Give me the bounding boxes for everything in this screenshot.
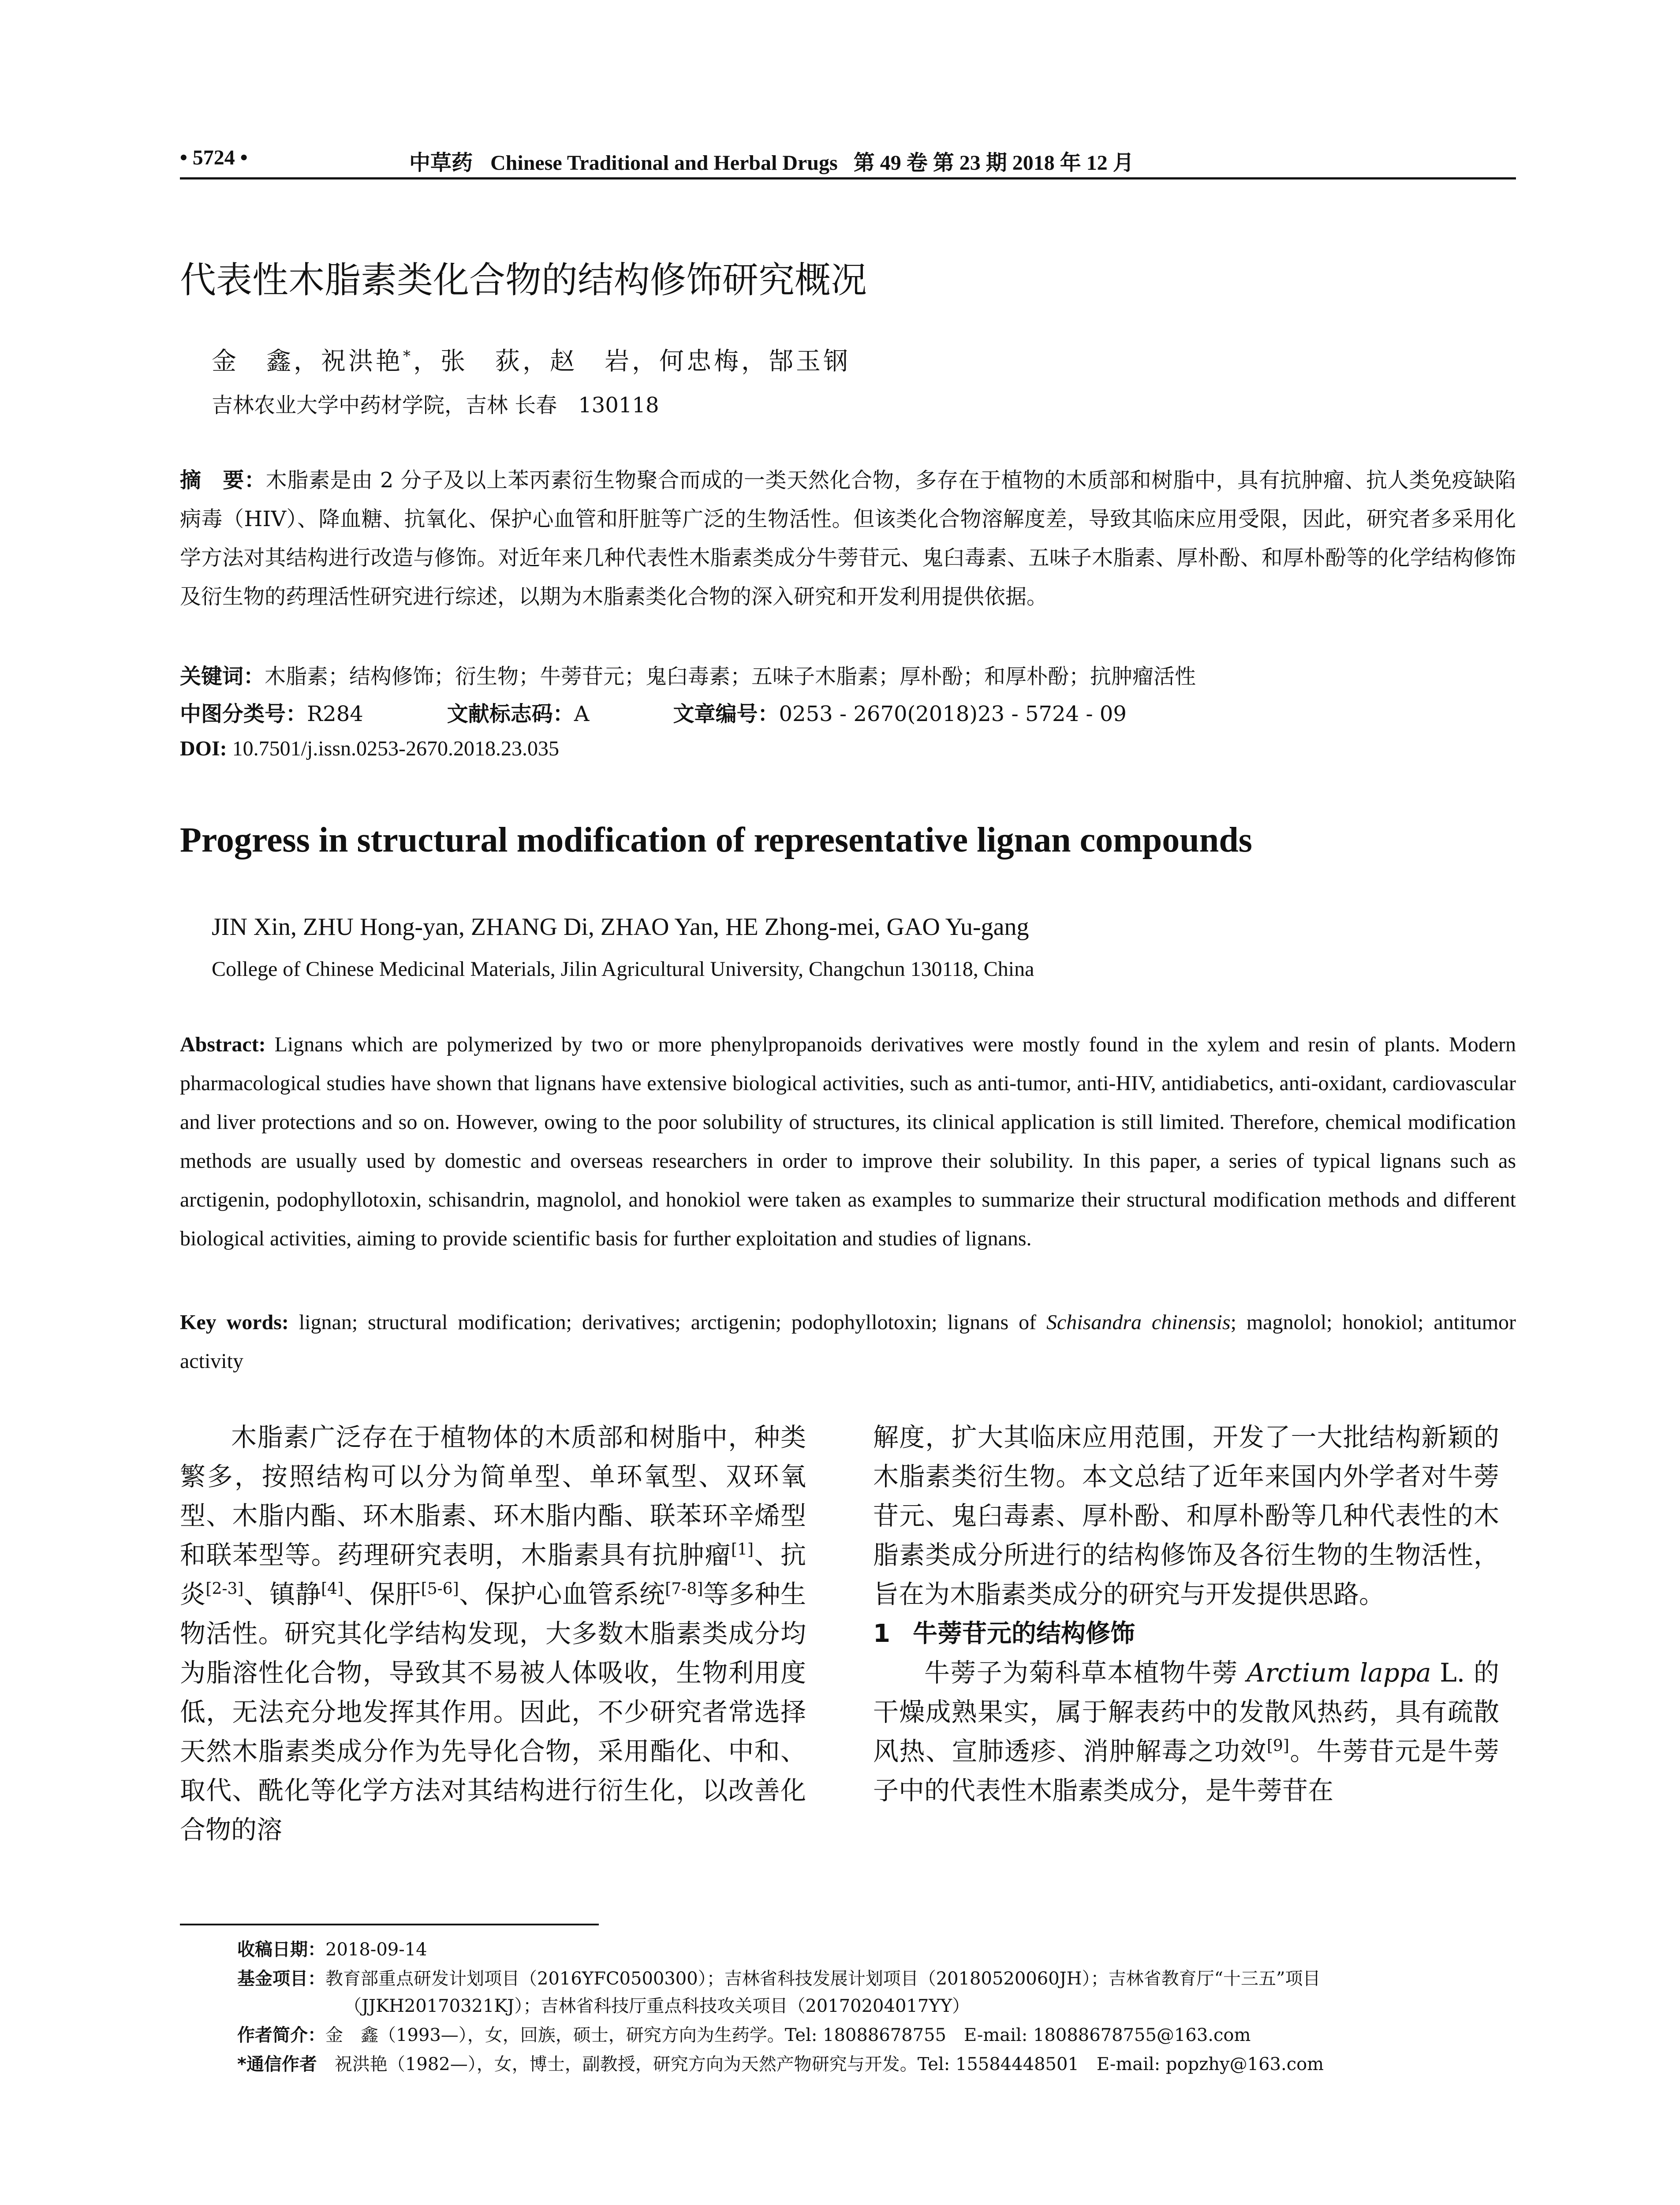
footnote-fund: 基金项目：教育部重点研发计划项目（2016YFC0500300）；吉林省科技发展计划项目（20180520060JH）；吉林省教育厅“十三五”项目 <box>237 1969 1321 1989</box>
journal-name-cn: 中草药 <box>409 150 473 175</box>
affiliation-en: College of Chinese Medicinal Materials, Jilin Agricultural University, Changchun 130118, China <box>212 957 1034 981</box>
doi-value: 10.7501/j.issn.0253-2670.2018.23.035 <box>232 737 560 760</box>
footnote-corresponding: *通信作者 祝洪艳（1982—），女，博士，副教授，研究方向为天然产物研究与开发。Tel: 15584448501 E-mail: popzhy@163.com <box>237 2054 1324 2074</box>
corresponding-mark: * <box>403 347 413 365</box>
article-number: 0253 - 2670(2018)23 - 5724 - 09 <box>779 702 1127 726</box>
citation[interactable]: [1] <box>731 1540 754 1559</box>
affiliation-cn: 吉林农业大学中药材学院，吉林 长春 130118 <box>212 393 659 418</box>
journal-name-en: Chinese Traditional and Herbal Drugs <box>490 151 838 175</box>
journal-issue: 第 49 卷 第 23 期 2018 年 12 月 <box>853 151 1134 175</box>
class-number: R284 <box>307 702 363 726</box>
keywords-cn-label: 关键词： <box>180 664 265 689</box>
abstract-en: Abstract: Lignans which are polymerized by two or more phenylpropanoids derivatives were mostly found in the xylem and resin of plants. Modern pharmacological studies have shown that lignans have extensive biological activities, such as anti-tumor, anti-HIV, antidiabetics, anti-oxidant, cardiovascular and liver protections and so on. However, owing to the poor solubility of structures, its clinical application is still limited. Therefore, chemical modification methods are usually used by domestic and overseas researchers in order to improve their solubility. In this paper, a series of typical lignans such as arctigenin, podophyllotoxin, schisandrin, magnolol, and honokiol were taken as examples to summarize their structural modification methods and different biological activities, aiming to provide scientific basis for further exploitation and studies of lignans. <box>180 1033 1516 1250</box>
authors-cn: 金 鑫，祝洪艳*，张 荻，赵 岩，何忠梅，郜玉钢 <box>212 347 851 376</box>
body-column-right <box>873 1418 1499 1810</box>
species-name: Arctium lappa <box>1247 1658 1431 1688</box>
keywords-en-label: Key words: <box>180 1311 289 1334</box>
classification-line: 中图分类号：R284 文献标志码：A 文章编号：0253 - 2670(2018)23 - 5724 - 09 <box>180 702 1127 726</box>
footnote-author: 作者简介：金 鑫（1993—），女，回族，硕士，研究方向为生药学。Tel: 18088678755 E-mail: 18088678755@163.com <box>237 2025 1251 2045</box>
citation[interactable]: [5-6] <box>421 1580 459 1598</box>
citation[interactable]: [2-3] <box>205 1580 244 1598</box>
body-paragraph: 解度，扩大其临床应用范围，开发了一大批结构新颖的木脂素类衍生物。本文总结了近年来国内外学者对牛蒡苷元、鬼臼毒素、厚朴酚、和厚朴酚等几种代表性的木脂素类成分所进行的结构修饰及各衍生物的生物活性，旨在为木脂素类成分的研究与开发提供思路。 <box>873 1422 1499 1609</box>
body-column-left <box>180 1418 806 1850</box>
body-paragraph: 木脂素广泛存在于植物体的木质部和树脂中，种类繁多，按照结构可以分为简单型、单环氧型、双环氧型、木脂内酯、环木脂素、环木脂内酯、联苯环辛烯型和联苯型等。药理研究表明，木脂素具有抗肿瘤[1]、抗炎[2-3]、镇静[4]、保肝[5-6]、保护心血管系统[7-8]等多种生物活性。研究其化学结构发现，大多数木脂素类成分均为脂溶性化合物，导致其不易被人体吸收，生物利用度低，无法充分地发挥其作用。因此，不少研究者常选择天然木脂素类成分作为先导化合物，采用酯化、中和、取代、酰化等化学方法对其结构进行衍生化，以改善化合物的溶 <box>180 1422 806 1845</box>
keywords-en: Key words: lignan; structural modification; derivatives; arctigenin; podophyllotoxin; lignans of Schisandra chinensis; magnolol; honokiol; antitumor activity <box>180 1311 1516 1373</box>
footnote-fund-cont: （JJKH20170321KJ）；吉林省科技厅重点科技攻关项目（20170204017YY） <box>344 1996 970 2016</box>
running-header <box>180 140 1516 179</box>
page-number: • 5724 • <box>180 146 248 169</box>
citation[interactable]: [9] <box>1266 1737 1289 1755</box>
authors-en: JIN Xin, ZHU Hong-yan, ZHANG Di, ZHAO Yan, HE Zhong-mei, GAO Yu-gang <box>212 913 1029 941</box>
abstract-cn: 摘 要：木脂素是由 2 分子及以上苯丙素衍生物聚合而成的一类天然化合物，多存在于植物的木质部和树脂中，具有抗肿瘤、抗人类免疫缺陷病毒（HIV）、降血糖、抗氧化、保护心血管和肝脏等广泛的生物活性。但该类化合物溶解度差，导致其临床应用受限，因此，研究者多采用化学方法对其结构进行改造与修饰。对近年来几种代表性木脂素类成分牛蒡苷元、鬼臼毒素、五味子木脂素、厚朴酚、和厚朴酚等的化学结构修饰及衍生物的药理活性研究进行综述，以期为木脂素类化合物的深入研究和开发利用提供依据。 <box>180 468 1516 609</box>
doc-code: A <box>574 702 590 726</box>
citation[interactable]: [7-8] <box>665 1580 703 1598</box>
journal-line <box>409 146 1134 176</box>
abstract-cn-label: 摘 要： <box>180 468 266 493</box>
footnote-divider <box>180 1924 599 1925</box>
citation[interactable]: [4] <box>321 1580 344 1598</box>
title-en: Progress in structural modification of representative lignan compounds <box>180 821 1252 860</box>
section-heading: 1 牛蒡苷元的结构修饰 <box>873 1619 1135 1648</box>
body-paragraph: 牛蒡子为菊科草本植物牛蒡 Arctium lappa L. 的干燥成熟果实，属于解表药中的发散风热药，具有疏散风热、宣肺透疹、消肿解毒之功效[9]。牛蒡苷元是牛蒡子中的代表性木脂素类成分，是牛蒡苷在 <box>873 1658 1499 1805</box>
title-cn: 代表性木脂素类化合物的结构修饰研究概况 <box>180 259 867 301</box>
abstract-en-label: Abstract: <box>180 1033 266 1056</box>
doi-line: DOI: 10.7501/j.issn.0253-2670.2018.23.035 <box>180 737 560 760</box>
keywords-cn: 关键词：木脂素；结构修饰；衍生物；牛蒡苷元；鬼臼毒素；五味子木脂素；厚朴酚；和厚朴酚；抗肿瘤活性 <box>180 664 1196 689</box>
footnote-received: 收稿日期：2018-09-14 <box>237 1940 427 1960</box>
